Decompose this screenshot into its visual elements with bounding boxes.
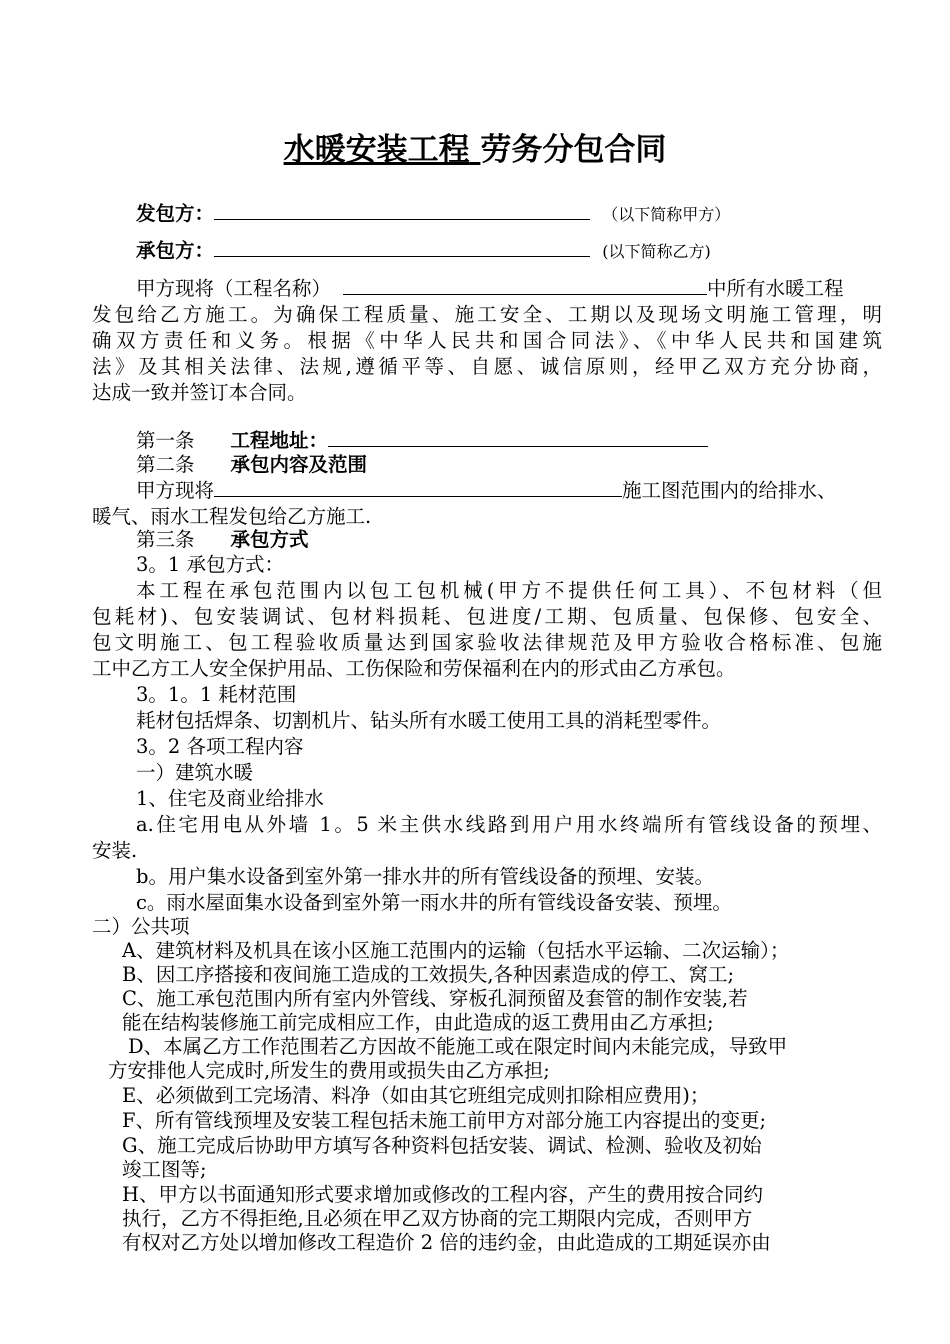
- heading-building-plumbing: 一）建筑水暖: [136, 761, 254, 784]
- article-3: [136, 527, 309, 553]
- intro-line-4: 法》及其相关法律、法规,遵循平等、自愿、诚信原则，经甲乙双方充分协商，: [92, 355, 882, 378]
- article-2-title: 承包内容及范围: [230, 453, 368, 476]
- item-H-line-2: 执行，乙方不得拒绝,且必须在甲乙双方协商的完工期限内完成，否则甲方: [122, 1207, 753, 1230]
- employer-label: 发包方：: [136, 202, 215, 225]
- drawing-scope-blank[interactable]: [214, 478, 622, 497]
- title-part-2: 劳务分包合同: [480, 132, 667, 168]
- item-a-line-1: a.住宅用电从外墙 1。5 米主供水线路到用户用水终端所有管线设备的预埋、: [136, 813, 882, 836]
- section-3-1-para-4: 工中乙方工人安全保护用品、工伤保险和劳保福利在内的形式由乙方承包。: [92, 657, 736, 680]
- employer-blank[interactable]: [214, 201, 590, 220]
- contractor-note: (以下简称乙方): [602, 242, 711, 261]
- item-G-line-1: G、施工完成后协助甲方填写各种资料包括安装、调试、检测、验收及初始: [122, 1134, 762, 1157]
- document-title: [0, 130, 950, 170]
- article-1: [136, 428, 708, 454]
- article-3-title: 承包方式: [230, 528, 309, 551]
- item-C-line-2: 能在结构装修施工前完成相应工作，由此造成的返工费用由乙方承担;: [122, 1011, 714, 1034]
- section-3-1-1-text: 耗材包括焊条、切割机片、钻头所有水暖工使用工具的消耗型零件。: [136, 709, 722, 732]
- intro-text-1b: 中所有水暖工程: [707, 277, 844, 300]
- contractor-label: 承包方：: [136, 239, 215, 262]
- item-c: c。雨水屋面集水设备到室外第一雨水井的所有管线设备安装、预埋。: [136, 891, 732, 914]
- intro-line-3: 确双方责任和义务。根据《中华人民共和国合同法》、《中华人民共和国建筑: [92, 329, 882, 352]
- article-1-number: 第一条: [136, 429, 195, 452]
- address-blank[interactable]: [328, 428, 708, 447]
- item-H-line-1: H、甲方以书面通知形式要求增加或修改的工程内容，产生的费用按合同约: [122, 1183, 764, 1206]
- intro-line-1: [136, 276, 844, 302]
- article-2-line-2: 暖气、雨水工程发包给乙方施工.: [92, 505, 372, 528]
- item-C-line-1: C、施工承包范围内所有室内外管线、穿板孔洞预留及套管的制作安装,若: [122, 987, 748, 1010]
- employer-line: [136, 201, 730, 228]
- item-G-line-2: 竣工图等;: [122, 1158, 207, 1181]
- section-3-1-para-2: 包耗材)、包安装调试、包材料损耗、包进度/工期、包质量、包保修、包安全、: [92, 605, 882, 628]
- article-2-line-1: [136, 478, 837, 504]
- section-3-1-para-3: 包文明施工、包工程验收质量达到国家验收法律规范及甲方验收合格标准、包施: [92, 631, 882, 654]
- intro-line-5: 达成一致并签订本合同。: [92, 381, 307, 404]
- section-3-1-1: 3。1。1 耗材范围: [136, 683, 297, 706]
- article-2-text-1b: 施工图范围内的给排水、: [622, 479, 837, 502]
- article-3-number: 第三条: [136, 528, 195, 551]
- section-3-1: 3。1 承包方式：: [136, 553, 285, 576]
- item-a-line-2: 安装.: [92, 839, 138, 862]
- contractor-line: [136, 238, 711, 265]
- project-name-blank[interactable]: [343, 276, 707, 295]
- item-B: B、因工序搭接和夜间施工造成的工效损失,各种因素造成的停工、窝工;: [122, 963, 735, 986]
- article-2-number: 第二条: [136, 453, 195, 476]
- section-3-1-para-1: 本工程在承包范围内以包工包机械(甲方不提供任何工具）、不包材料（但: [136, 579, 882, 602]
- article-2-text-1a: 甲方现将: [136, 479, 215, 502]
- title-part-1: 水暖安装工程: [283, 132, 470, 168]
- item-b: b。用户集水设备到室外第一排水井的所有管线设备的预埋、安装。: [136, 865, 714, 888]
- contractor-blank[interactable]: [214, 238, 590, 257]
- heading-water-supply: 1、住宅及商业给排水: [136, 787, 324, 810]
- item-A: A、建筑材料及机具在该小区施工范围内的运输（包括水平运输、二次运输）；: [122, 939, 790, 962]
- employer-note: （以下简称甲方）: [602, 205, 731, 224]
- item-D-line-2: 方安排他人完成时,所发生的费用或损失由乙方承担;: [108, 1059, 550, 1082]
- intro-text-1a: 甲方现将（工程名称）: [136, 277, 332, 300]
- item-E: E、必须做到工完场清、料净（如由其它班组完成则扣除相应费用)；: [122, 1084, 710, 1107]
- heading-public-items: 二）公共项: [92, 915, 190, 938]
- intro-line-2: 发包给乙方施工。为确保工程质量、施工安全、工期以及现场文明施工管理，明: [92, 303, 882, 326]
- title-gap: [470, 132, 481, 168]
- article-2: [136, 452, 367, 478]
- item-H-line-3: 有权对乙方处以增加修改工程造价 2 倍的违约金，由此造成的工期延误亦由: [122, 1231, 771, 1254]
- item-F: F、所有管线预埋及安装工程包括未施工前甲方对部分施工内容提出的变更;: [122, 1109, 767, 1132]
- section-3-2: 3。2 各项工程内容: [136, 735, 304, 758]
- article-1-title: 工程地址：: [230, 429, 329, 452]
- item-D-line-1: D、本属乙方工作范围若乙方因故不能施工或在限定时间内未能完成，导致甲: [128, 1035, 788, 1058]
